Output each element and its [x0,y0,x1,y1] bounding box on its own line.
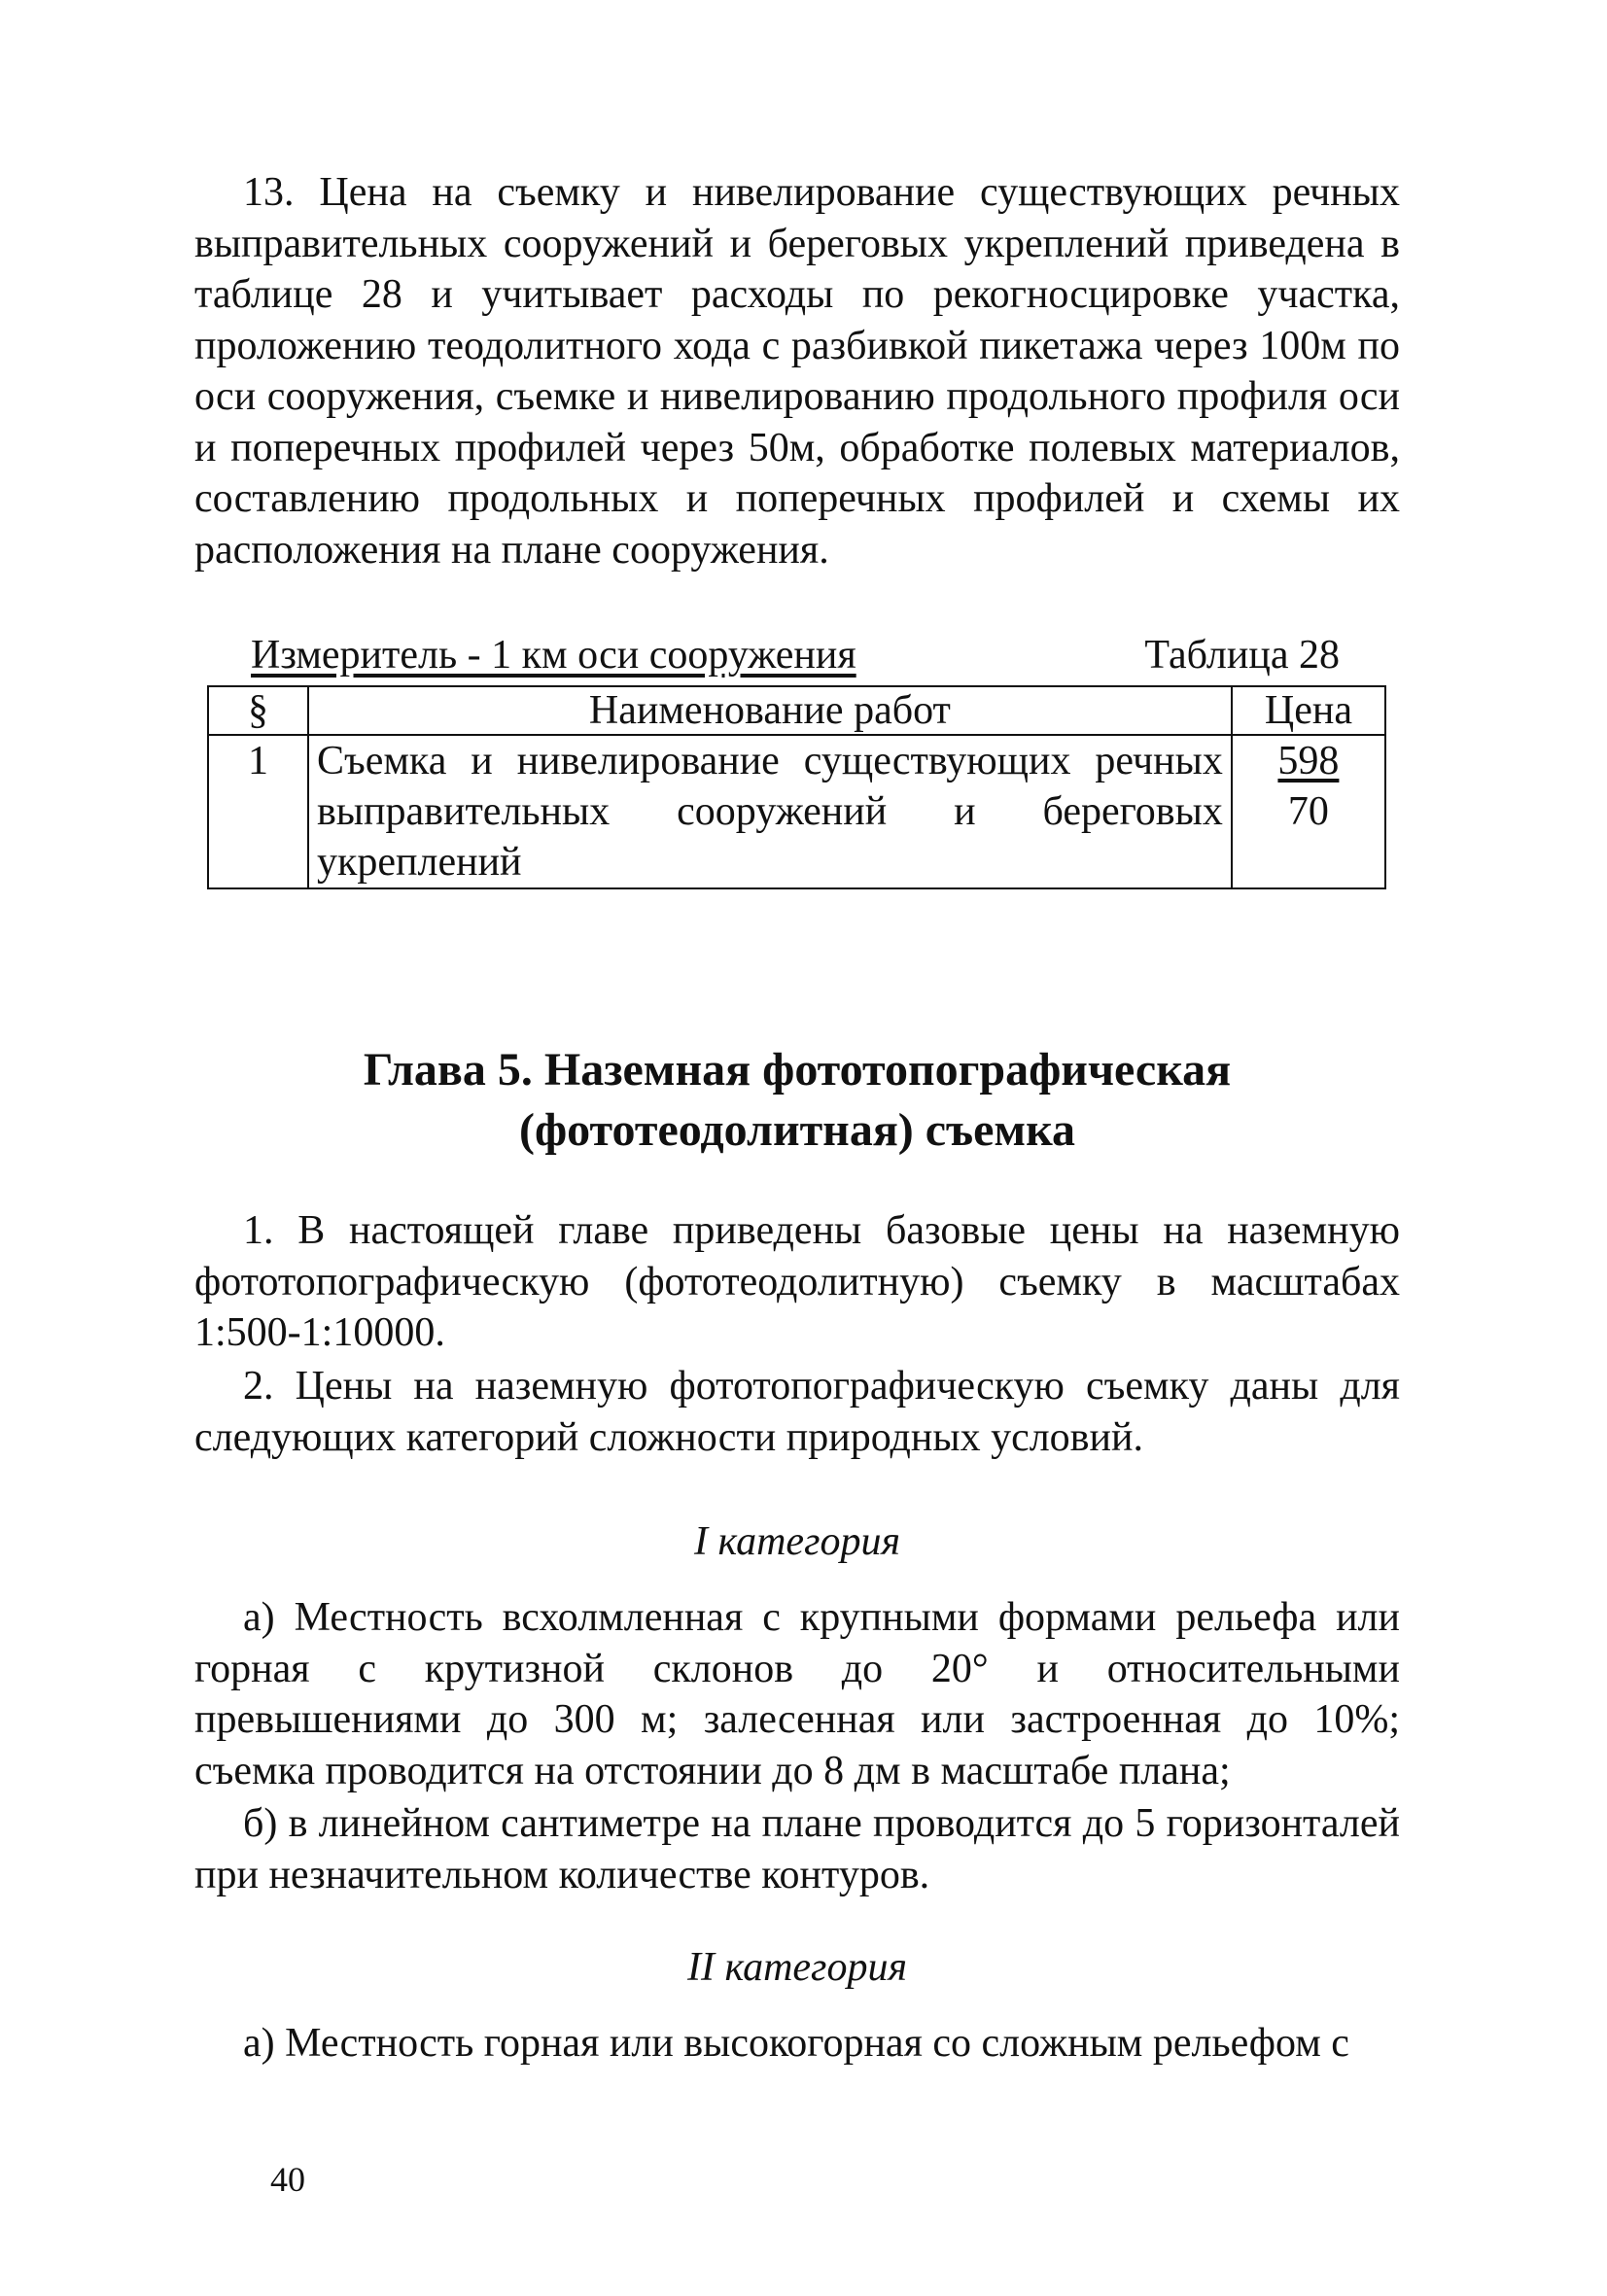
table-row [208,735,1385,888]
header-work-name: Наименование работ [308,686,1232,735]
table-measure-unit: Измеритель - 1 км оси сооружения [251,633,856,678]
category-1-item-a: а) Местность всхолмленная с крупными формами рельефа или горная с крутизной склонов до 20° и относительными превышениями до 300 м; залесенная или застроенная до 10%; съемка проводится на отстоянии до 8 дм в масштабе плана; [194,1595,1400,1793]
header-price: Цена [1232,686,1385,735]
header-section: § [208,686,308,735]
category-1-item-b: б) в линейном сантиметре на плане проводится до 5 горизонталей при незначительном количестве контуров. [194,1801,1400,1897]
paragraph-2: 2. Цены на наземную фототопографическую съемку даны для следующих категорий сложности природных условий. [194,1364,1400,1460]
category-2-item-a: а) Местность горная или высокогорная со сложным рельефом с [243,2021,1349,2066]
paragraph-section-13: 13. Цена на съемку и нивелирование существующих речных выправительных сооружений и береговых укреплений приведена в таблице 28 и учитывает расходы по рекогносцировке участка, проложению теодолитного хода с разбивкой пикетажа через 100м по оси сооружения, съемке и нивелированию продольного профиля оси и поперечных профилей через 50м, обработке полевых материалов, составлению продольных и поперечных профилей и схемы их расположения на плане сооружения. [194,170,1400,573]
page-number: 40 [270,2160,305,2199]
cell-work-name: Съемка и нивелирование существующих речных выправительных сооружений и береговых укреплений [308,735,1232,888]
category-1-heading: I категория [694,1519,900,1564]
category-2-heading: II категория [687,1945,907,1990]
table-caption [251,633,1340,678]
chapter-title [194,1040,1400,1161]
table-number: Таблица 28 [1144,633,1340,678]
table-28 [207,685,1386,889]
chapter-title-line-1: Глава 5. Наземная фототопографическая [363,1044,1232,1096]
price-numerator: 598 [1277,739,1340,783]
cell-price [1232,735,1385,888]
chapter-title-line-2: (фототеодолитная) съемка [518,1104,1075,1156]
price-denominator: 70 [1287,789,1329,834]
table-header-row [208,686,1385,735]
cell-section-number: 1 [208,735,308,888]
paragraph-1: 1. В настоящей главе приведены базовые цены на наземную фототопографическую (фототеодолитную) съемку в масштабах 1:500-1:10000. [194,1208,1400,1355]
